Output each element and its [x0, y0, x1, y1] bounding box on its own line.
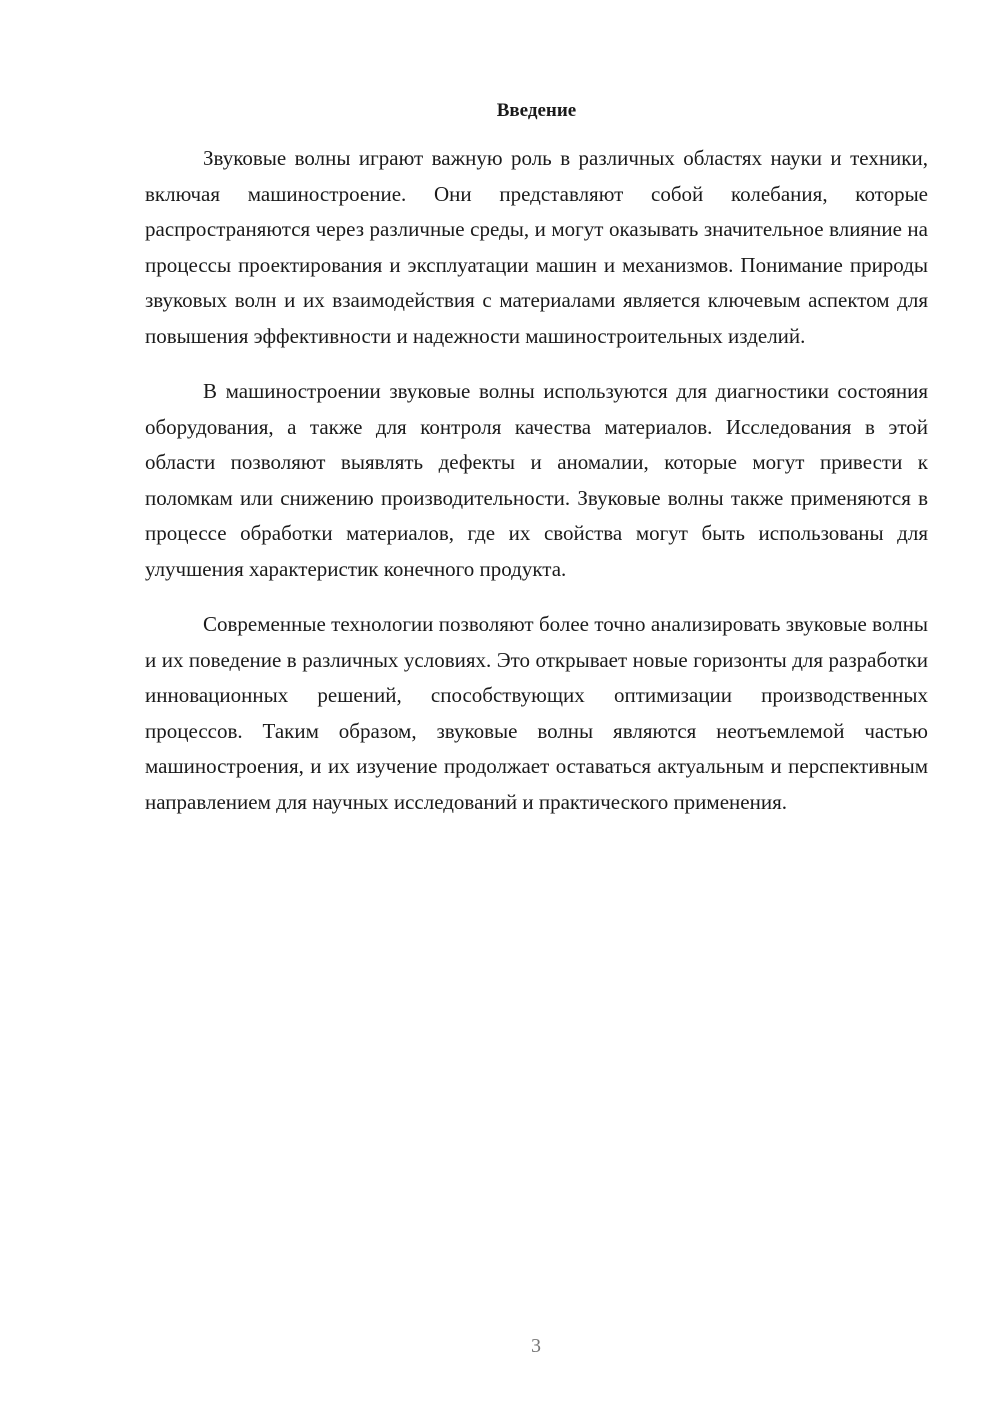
body-text	[145, 141, 928, 840]
page-heading: Введение	[496, 100, 577, 121]
page-number: 3	[531, 1335, 541, 1357]
paragraph-1: Звуковые волны играют важную роль в различных областях науки и техники, включая машиностроение. Они представляют собой колебания, которые распространяются через различные среды, и могут оказывать значительное влияние на процессы проектирования и эксплуатации машин и механизмов. Понимание природы звуковых волн и их взаимодействия с материалами является ключевым аспектом для повышения эффективности и надежности машиностроительных изделий.	[145, 146, 928, 348]
paragraph-2: В машиностроении звуковые волны используются для диагностики состояния оборудования, а также для контроля качества материалов. Исследования в этой области позволяют выявлять дефекты и аномалии, которые могут привести к поломкам или снижению производительности. Звуковые волны также применяются в процессе обработки материалов, где их свойства могут быть использованы для улучшения характеристик конечного продукта.	[145, 379, 928, 581]
paragraph-3: Современные технологии позволяют более точно анализировать звуковые волны и их поведение в различных условиях. Это открывает новые горизонты для разработки инновационных решений, способствующих оптимизации производственных процессов. Таким образом, звуковые волны являются неотъемлемой частью машиностроения, и их изучение продолжает оставаться актуальным и перспективным направлением для научных исследований и практического применения.	[145, 612, 928, 814]
